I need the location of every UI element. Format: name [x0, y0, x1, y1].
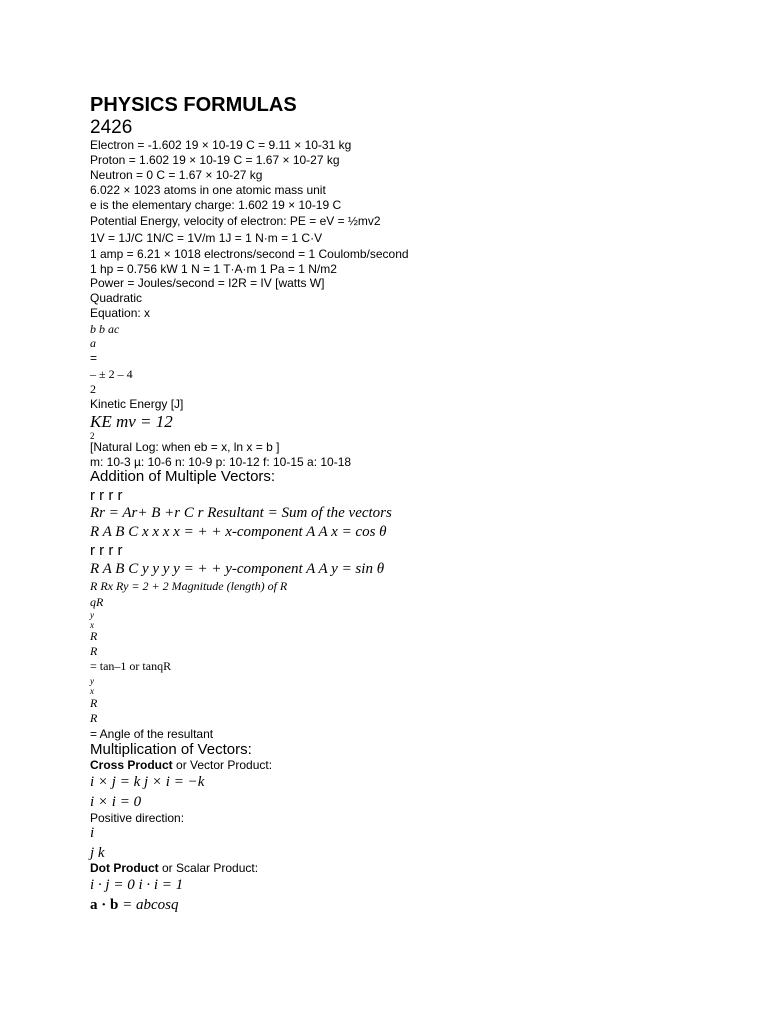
text-line: r r r r [90, 542, 123, 559]
bold-term: Dot Product [90, 861, 159, 875]
text-line: y [90, 610, 94, 620]
text-line [90, 898, 178, 913]
doc-title: PHYSICS FORMULAS [90, 94, 297, 116]
text-line: Equation: x [90, 306, 151, 320]
text-line: Power = Joules/second = I2R = IV [watts W] [90, 276, 325, 290]
section-heading: Addition of Multiple Vectors: [90, 468, 276, 485]
text-line: Neutron = 0 C = 1.67 × 10-27 kg [90, 168, 263, 182]
text-line: x [90, 686, 94, 696]
text-line: qR [90, 595, 104, 609]
text-line: – ± 2 – 4 [90, 367, 133, 381]
text-span: or Scalar Product: [158, 861, 259, 875]
text-line: Potential Energy, velocity of electron: PE = eV = ½mv2 [90, 214, 381, 228]
text-line: 1 amp = 6.21 × 1018 electrons/second = 1 Coulomb/second [90, 247, 409, 261]
text-line: R A B C x x x x = + + x-component A A x = cos θ [90, 524, 387, 540]
doc-number: 2426 [90, 117, 133, 138]
text-line: x [90, 620, 94, 630]
text-line: KE mv = 12 [90, 412, 173, 431]
text-line: Rr = Ar+ B +r C r Resultant = Sum of the vectors [90, 505, 392, 521]
text-line: Positive direction: [90, 811, 185, 825]
text-line [90, 759, 272, 771]
text-line: e is the elementary charge: 1.602 19 × 10-19 C [90, 198, 342, 212]
text-line: Kinetic Energy [J] [90, 397, 184, 411]
dot-product-vectors: a · b [90, 897, 119, 913]
text-line: 1 hp = 0.756 kW 1 N = 1 T·A·m 1 Pa = 1 N/m2 [90, 262, 337, 276]
text-line: 6.022 × 1023 atoms in one atomic mass unit [90, 183, 326, 197]
text-line: i × i = 0 [90, 794, 142, 810]
text-line: [Natural Log: when eb = x, ln x = b ] [90, 440, 280, 454]
text-line: y [90, 676, 94, 686]
text-line: R [90, 644, 98, 658]
text-line: b b ac [90, 322, 120, 336]
text-line: r r r r [90, 487, 123, 504]
text-line: R [90, 696, 98, 710]
text-line: = [90, 351, 98, 365]
text-line: = Angle of the resultant [90, 727, 214, 741]
text-line: i · j = 0 i · i = 1 [90, 877, 184, 893]
bold-term: Cross Product [90, 758, 173, 772]
section-heading: Multiplication of Vectors: [90, 741, 252, 758]
text-line: 2 [90, 382, 96, 396]
text-line: = tan–1 or tanqR [90, 659, 172, 673]
text-line: Proton = 1.602 19 × 10-19 C = 1.67 × 10-27 kg [90, 153, 340, 167]
text-line: R A B C y y y y = + + y-component A A y = sin θ [90, 561, 385, 577]
text-line: Electron = -1.602 19 × 10-19 C = 9.11 × 10-31 kg [90, 138, 352, 152]
text-line: i × j = k j × i = −k [90, 774, 205, 790]
text-line: R [90, 711, 98, 725]
text-span: or Vector Product: [172, 758, 273, 772]
text-line: 2 [90, 431, 95, 441]
text-line: m: 10-3 µ: 10-6 n: 10-9 p: 10-12 f: 10-15 a: 10-18 [90, 455, 352, 469]
text-line: Quadratic [90, 291, 143, 305]
text-line [90, 862, 258, 874]
text-line: a [90, 336, 96, 350]
text-line: R [90, 629, 98, 643]
text-line: 1V = 1J/C 1N/C = 1V/m 1J = 1 N·m = 1 C·V [90, 231, 323, 245]
text-line: i [90, 825, 95, 841]
text-line: j k [90, 845, 105, 861]
text-span: = abcosq [118, 897, 179, 913]
text-line: R Rx Ry = 2 + 2 Magnitude (length) of R [90, 579, 288, 593]
